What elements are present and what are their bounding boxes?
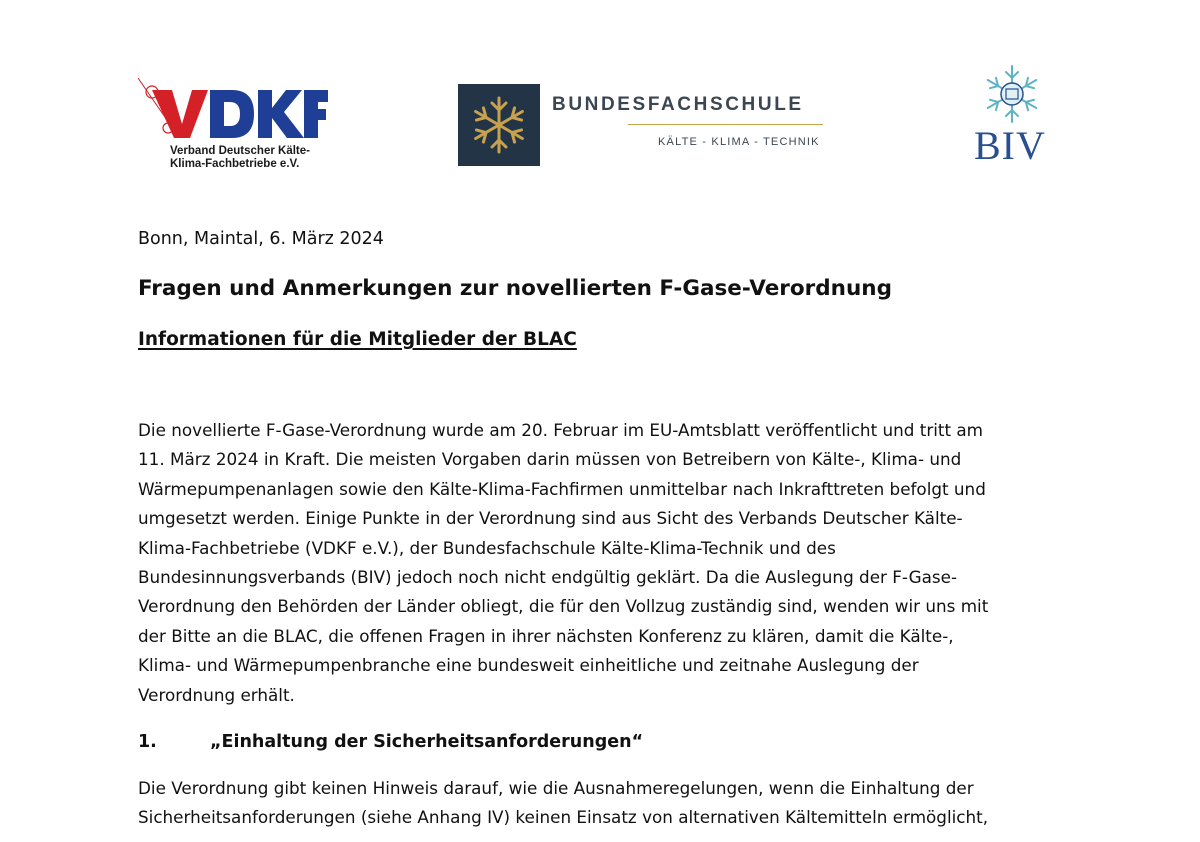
intro-line: Klima-Fachbetriebe (VDKF e.V.), der Bundesfachschule Kälte-Klima-Technik und des: [138, 537, 836, 558]
section-line: Sicherheitsanforderungen (siehe Anhang IV) keinen Einsatz von alternativen Kältemitteln ermöglicht,: [138, 807, 989, 828]
intro-line: Wärmepumpenanlagen sowie den Kälte-Klima-Fachfirmen unmittelbar nach Inkrafttreten befolgt und: [138, 478, 986, 499]
vdkf-subline-2: Klima-Fachbetriebe e.V.: [170, 157, 300, 170]
bfs-divider: [628, 124, 823, 125]
intro-line: umgesetzt werden. Einige Punkte in der Verordnung sind aus Sicht des Verbands Deutscher Kälte-: [138, 508, 963, 529]
date-line: Bonn, Maintal, 6. März 2024: [138, 229, 384, 249]
biv-logo: [972, 64, 1052, 170]
intro-line: Bundesinnungsverbands (BIV) jedoch noch nicht endgültig geklärt. Da die Auslegung der F-Gase-: [138, 567, 957, 588]
section-title: „Einhaltung der Sicherheitsanforderungen“: [210, 732, 644, 753]
intro-line: 11. März 2024 in Kraft. Die meisten Vorgaben darin müssen von Betreibern von Kälte-, Klima- und: [138, 449, 962, 470]
vdkf-logo: [138, 78, 328, 178]
section-1-heading: [138, 728, 1068, 756]
vdkf-wordmark-icon: [138, 78, 328, 144]
intro-line: Klima- und Wärmepumpenbranche eine bundesweit einheitliche und zeitnahe Auslegung der: [138, 655, 919, 676]
intro-paragraph: [138, 416, 1068, 710]
document-body: [138, 226, 1068, 833]
intro-line: Verordnung den Behörden der Länder obliegt, die für den Vollzug zuständig sind, wenden wir uns mit: [138, 596, 989, 617]
snowflake-crest-icon: [972, 64, 1052, 126]
intro-line: Verordnung erhält.: [138, 684, 295, 705]
bfs-subtitle: KÄLTE - KLIMA - TECHNIK: [658, 136, 820, 148]
document-subtitle: Informationen für die Mitglieder der BLAC: [138, 329, 577, 350]
snowflake-icon: [458, 84, 540, 166]
intro-line: der Bitte an die BLAC, die offenen Fragen in ihrer nächsten Konferenz zu klären, damit die Kälte-,: [138, 625, 954, 646]
section-1-paragraph: [138, 774, 1068, 833]
bundesfachschule-logo: [458, 84, 830, 166]
document-title: Fragen und Anmerkungen zur novellierten F-Gase-Verordnung: [138, 276, 892, 301]
biv-wordmark: BIV: [974, 123, 1046, 168]
section-line: Die Verordnung gibt keinen Hinweis darauf, wie die Ausnahmeregelungen, wenn die Einhaltung der: [138, 778, 974, 799]
vdkf-subline: [170, 145, 310, 170]
bfs-title: BUNDESFACHSCHULE: [552, 94, 804, 115]
section-number: 1.: [138, 732, 157, 753]
intro-line: Die novellierte F-Gase-Verordnung wurde am 20. Februar im EU-Amtsblatt veröffentlicht und tritt am: [138, 420, 984, 440]
vdkf-subline-1: Verband Deutscher Kälte-: [170, 145, 310, 157]
bfs-icon-box: [458, 84, 540, 166]
